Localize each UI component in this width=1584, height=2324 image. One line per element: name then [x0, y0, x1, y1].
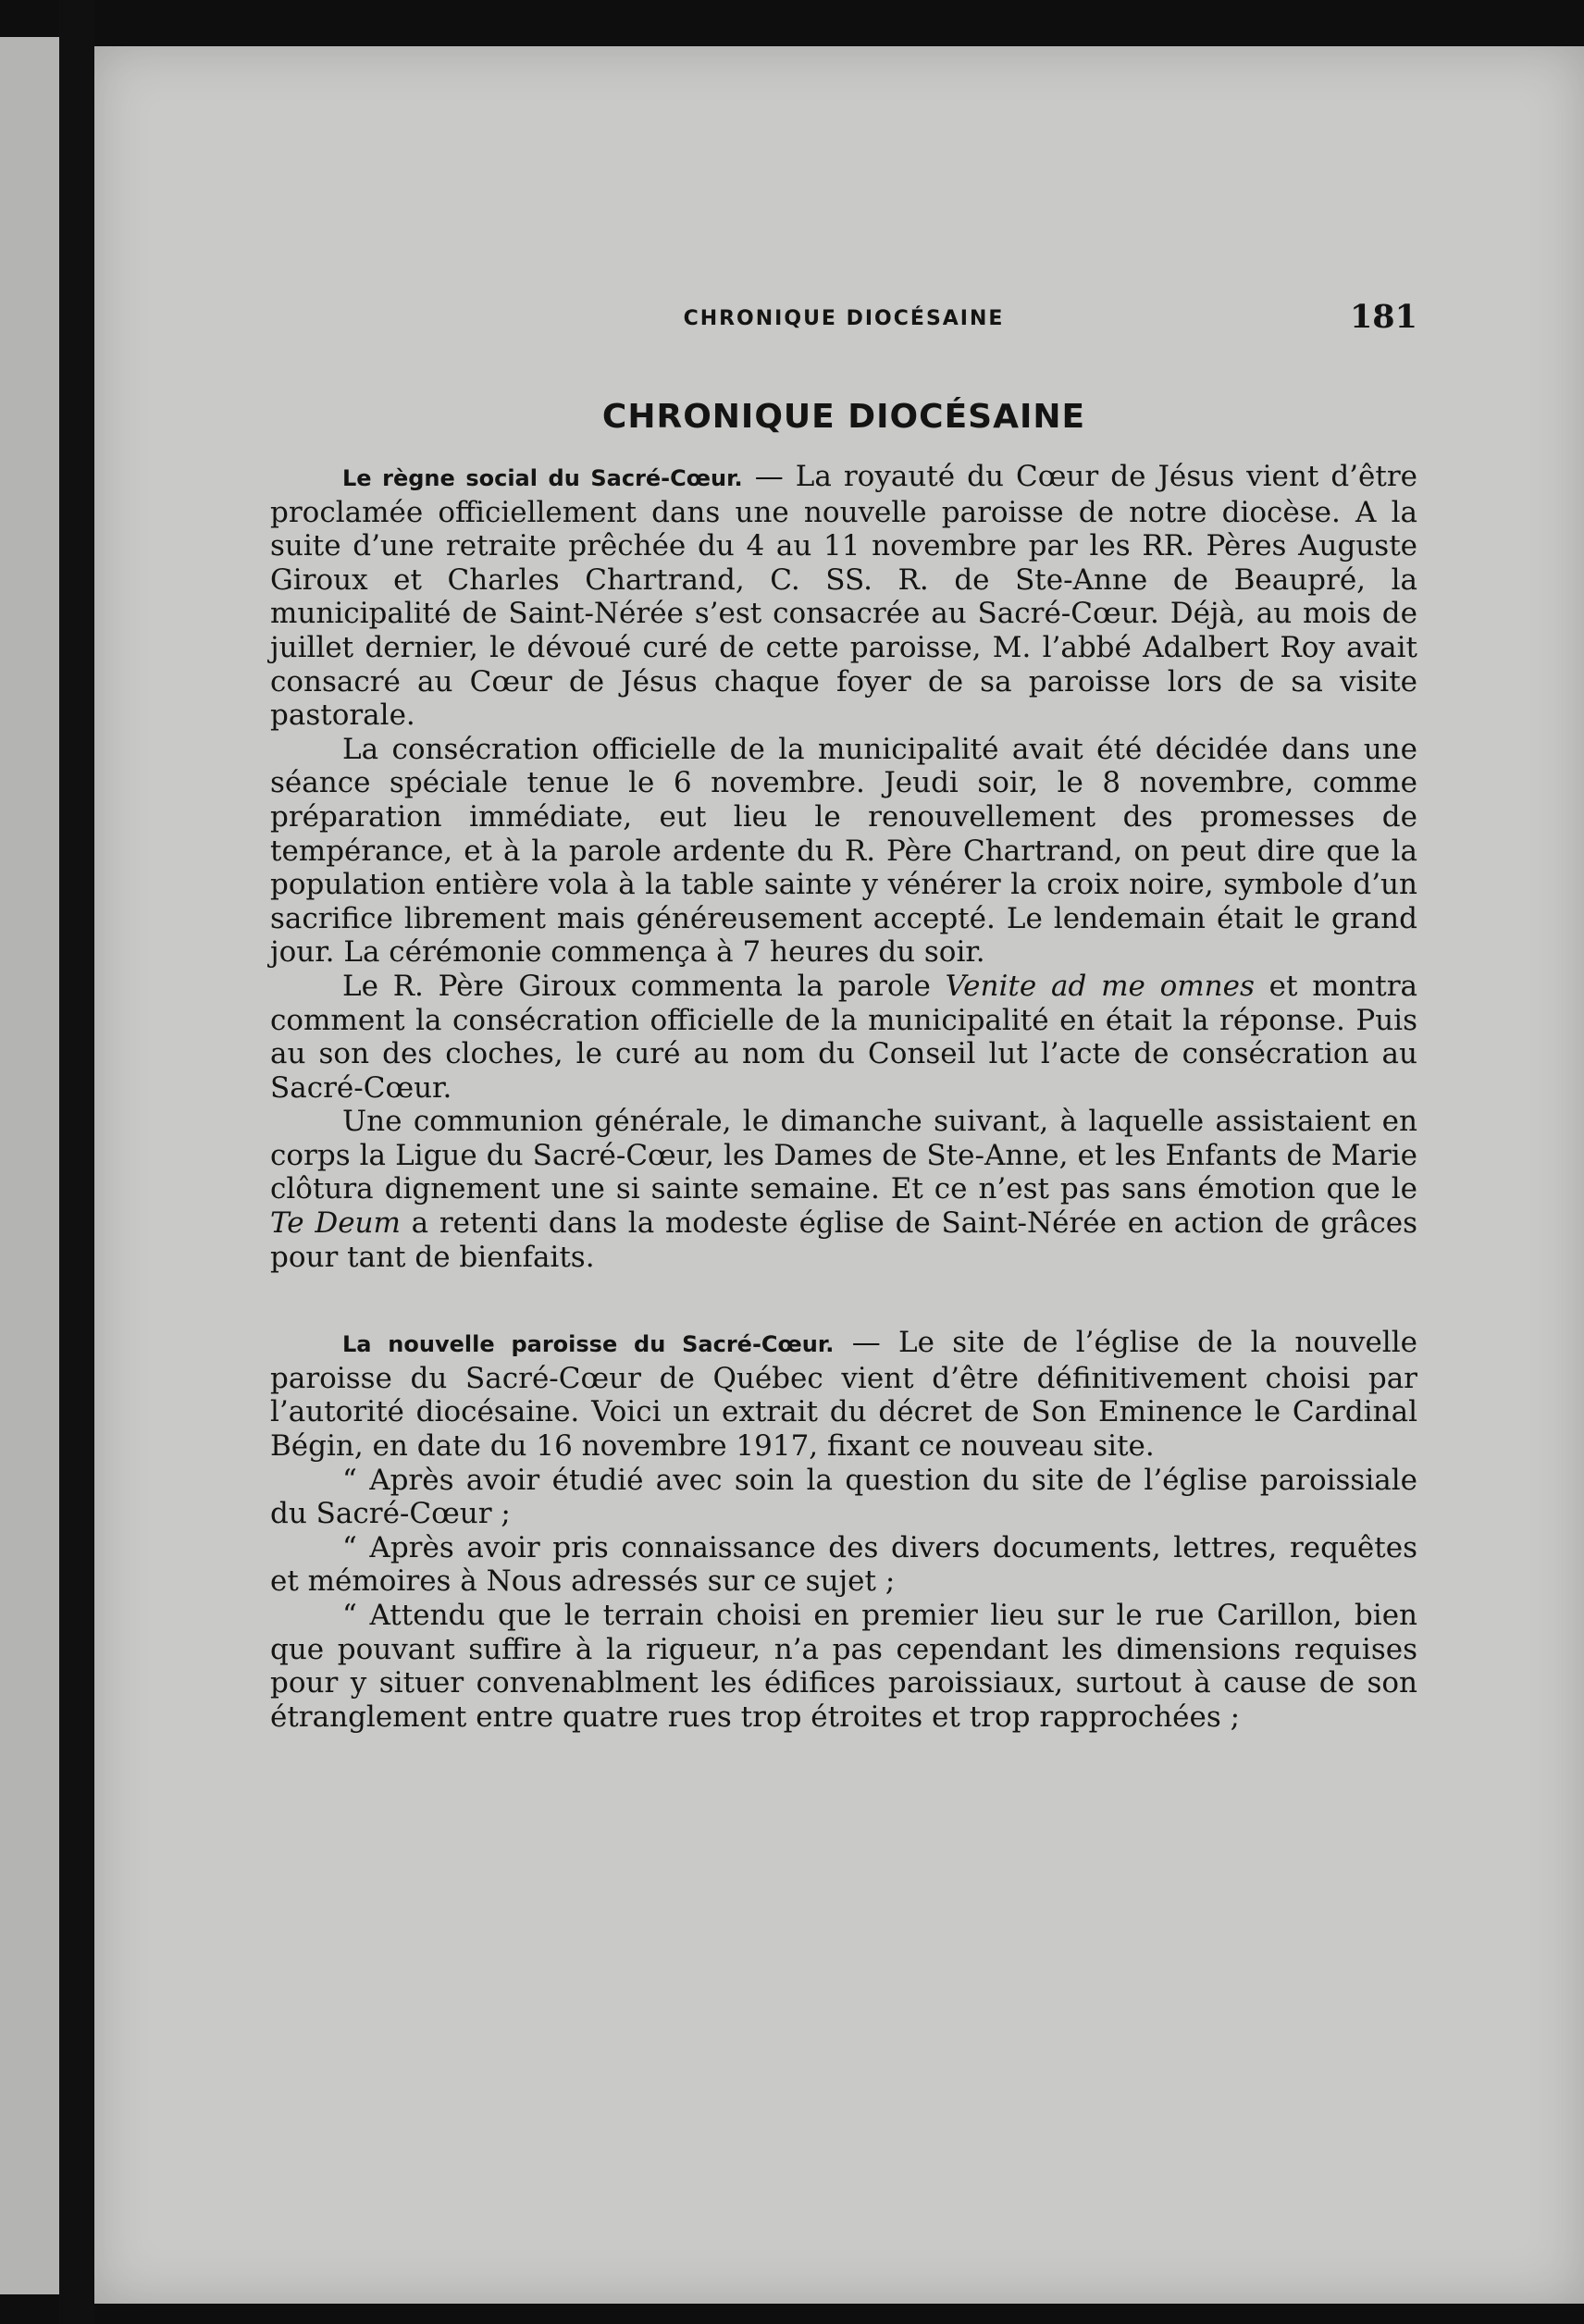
decree-quote: “ Attendu que le terrain choisi en premier lieu sur le rue Carillon, bien que pouvant suffire à la rigueur, n’a pas cependant les dimensions requises pour y situer convenablment les édifices paroissiaux, surtout à cause de son étranglement entre quatre rues trop étroites et trop rapprochées ;: [270, 1599, 1417, 1734]
adjacent-page-edge: [0, 37, 59, 2294]
section-regne-social: [270, 460, 1417, 1274]
paragraph: La consécration officielle de la municipalité avait été décidée dans une séance spéciale tenue le 6 novembre. Jeudi soir, le 8 novembre, comme préparation immédiate, eut lieu le renouvellement des promesses de tempérance, et à la parole ardente du R. Père Chartrand, on peut dire que la population entière vola à la table sainte y vénérer la croix noire, symbole d’un sacrifice librement mais généreusement accepté. Le lendemain était le grand jour. La cérémonie commença à 7 heures du soir.: [270, 732, 1417, 970]
latin-quote: Venite ad me omnes: [945, 969, 1255, 1003]
paragraph-text: et montra comment la consécration officielle de la municipalité en était la réponse. Puis au son des cloches, le curé au nom du Conseil lut l’acte de consécration au Sacré-Cœur.: [270, 969, 1417, 1105]
running-title: CHRONIQUE DIOCÉSAINE: [683, 307, 1005, 330]
page-gutter: [59, 0, 94, 2324]
paragraph: [270, 460, 1417, 733]
paragraph-text: Une communion générale, le dimanche suivant, à laquelle assistaient en corps la Ligue du Sacré-Cœur, les Dames de Ste-Anne, et les Enfants de Marie clôtura dignement une si sainte semaine. Et ce n’est pas sans émotion que le: [270, 1105, 1417, 1206]
section-lead: Le règne social du Sacré-Cœur.: [342, 465, 743, 491]
paragraph-text: — La royauté du Cœur de Jésus vient d’être proclamée officiellement dans une nouvelle paroisse de notre diocèse. A la suite d’une retraite prêchée du 4 au 11 novembre par les RR. Pères Auguste Giroux et Charles Chartrand, C. SS. R. de Ste-Anne de Beaupré, la municipalité de Saint-Nérée s’est consacrée au Sacré-Cœur. Déjà, au mois de juillet dernier, le dévoué curé de cette paroisse, M. l’abbé Adalbert Roy avait consacré au Cœur de Jésus chaque foyer de sa paroisse lors de sa visite pastorale.: [270, 460, 1417, 733]
page-number: 181: [1349, 298, 1417, 336]
chronicle-title: CHRONIQUE DIOCÉSAINE: [601, 398, 1086, 436]
paragraph: [270, 1326, 1417, 1463]
page-content: [270, 298, 1417, 1734]
section-lead: La nouvelle paroisse du Sacré-Cœur.: [342, 1331, 835, 1358]
latin-hymn: Te Deum: [270, 1206, 401, 1241]
paragraph: [270, 970, 1417, 1105]
paragraph-text: a retenti dans la modeste église de Saint-Nérée en action de grâces pour tant de bienfaits.: [270, 1206, 1417, 1274]
paragraph-text: Le R. Père Giroux commenta la parole: [342, 969, 946, 1003]
decree-quote: “ Après avoir pris connaissance des divers documents, lettres, requêtes et mémoires à Nous adressés sur ce sujet ;: [270, 1530, 1417, 1599]
running-header: [270, 298, 1417, 353]
decree-quote: “ Après avoir étudié avec soin la question du site de l’église paroissiale du Sacré-Cœur ;: [270, 1463, 1417, 1531]
paragraph-text: — Le site de l’église de la nouvelle paroisse du Sacré-Cœur de Québec vient d’être définitivement choisi par l’autorité diocésaine. Voici un extrait du décret de Son Eminence le Cardinal Bégin, en date du 16 novembre 1917, fixant ce nouveau site.: [270, 1326, 1417, 1464]
paragraph: [270, 1105, 1417, 1274]
scanned-page: [94, 46, 1584, 2304]
section-nouvelle-paroisse: [270, 1326, 1417, 1734]
section-spacer: [270, 1274, 1417, 1326]
